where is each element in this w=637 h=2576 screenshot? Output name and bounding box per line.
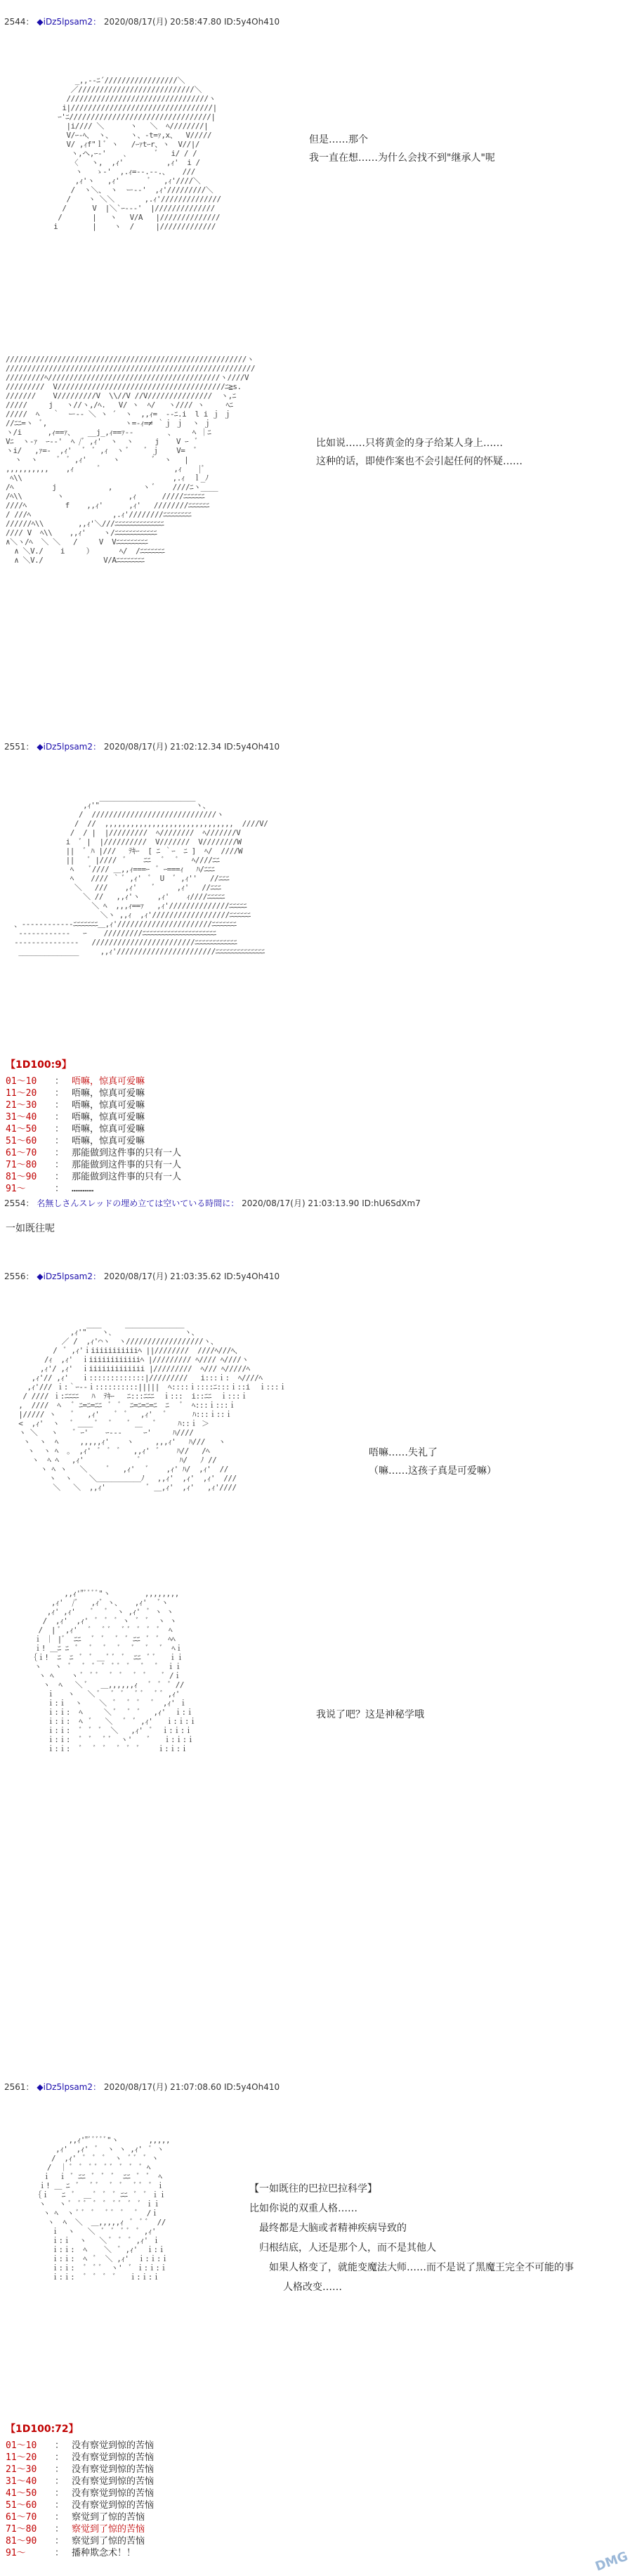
dice-range: 21～30 [6,1100,37,1111]
dice-outcome: ………… [72,1184,94,1194]
dice-separator: ： [55,2524,65,2535]
post-date: 2020/08/17(月) 21:03:35.62 ID:5y4Oh410 [103,1271,280,1281]
dice-separator: ： [55,2512,65,2523]
dice-row [6,1111,181,1123]
dice-row [6,2535,154,2547]
dice-separator: ： [55,2536,65,2546]
dice-separator: ： [55,2440,65,2451]
dialogue-line: 归根结底，人还是那个人，而不是其他人 [259,2242,436,2254]
dice-outcome: 没有察觉到惊的苦恼 [72,2476,155,2487]
dice-range: 31～40 [6,2476,37,2487]
dice-range: 51～60 [6,1136,37,1146]
poster-name[interactable]: ◆iDz5lpsam2： [37,2082,101,2092]
dice-row [6,2440,154,2452]
dialogue-line: 这种的话，即使作案也不会引起任何的怀疑…… [316,456,523,467]
dialogue-line: 【一如既往的巴拉巴拉科学】 [249,2183,377,2195]
dice-row [6,1183,181,1195]
dialogue-line: 比如说……只将黄金的身子给某人身上…… [316,438,503,449]
dice-result-title: 【1D100:72】 [6,2424,79,2435]
post-body: 一如既往呢 [6,1223,55,1234]
post-header [0,1197,637,1209]
dice-range: 91～ [6,1184,26,1194]
dice-row [6,1135,181,1147]
dice-separator: ： [55,2500,65,2511]
dice-outcome: 唔嘛，惊真可爱嘛 [72,1100,145,1111]
dialogue-line: 我一直在想……为什么会找不到"继承人"呢 [309,152,495,164]
dice-outcome: 唔嘛，惊真可爱嘛 [72,1112,145,1123]
dice-outcome: 没有察觉到惊的苦恼 [72,2452,155,2463]
post-number: 2551： [4,742,34,752]
dialogue-line: （嘛……这孩子真是可爱嘛） [369,1465,497,1477]
ascii-art-figure: _,,-‐ﾆ´/////////////////＼ ／///////////////////////////＼ /////////////////////////////////ヽ i|/////////////////////////////////| ｰ'ﾆ/////////////////////////////////| |i//// ＼ ヽ ＼ ﾍ////////| V/ｰ-ﾍ、 ヽ、 ヽ、-t=ｧ,x、 V///// V/ ,ｨf"ｌﾞ ヽ /ｰｧtｰr、ヽ V//|/ ヽ,ヘ,ｰ-' ､ ﾞ i/ / / 〈 ヽ, ,ｨ' ,ｨ' i / ヽ ゝ-' ,.ｨ=-‐.‐-.、 /// ,ｨ'ヽ ,ｨ' ﾞ ,ｨ'////＼ / ヽ＼、 ヽ ー-‐' ,ｨ'/////////＼ / ヽ ＼＼ ,.ｨ'////////////// / V |＼`ｰ--‐' |////////////// / | ヽ V/A |////////////// i | ヽ / |///////////// [53,76,221,231]
dialogue-line: 比如你说的双重人格…… [249,2203,357,2214]
dice-outcome: 没有察觉到惊的苦恼 [72,2440,155,2451]
dice-separator: ： [55,1076,65,1087]
dice-row [6,2499,154,2511]
dice-row [6,1087,181,1099]
post-header [0,740,637,752]
dice-row [6,1123,181,1135]
dice-range: 51～60 [6,2500,37,2511]
dice-range: 11～20 [6,2452,37,2463]
dice-separator: ： [55,1172,65,1182]
post-date: 2020/08/17(月) 20:58:47.80 ID:5y4Oh410 [103,17,280,27]
post-date: 2020/08/17(月) 21:03:13.90 ID:hU6SdXm7 [242,1198,421,1208]
dice-outcome: 唔嘛，惊真可爱嘛 [72,1076,145,1087]
post-number: 2556： [4,1271,34,1281]
post-header [0,2081,637,2093]
dice-row [6,1099,181,1111]
dialogue [316,1706,424,1724]
dice-row [6,2511,154,2523]
dice-separator: ： [55,1136,65,1146]
dice-outcome: 播种欺念术！！ [72,2548,136,2558]
dice-range: 61～70 [6,1148,37,1158]
dice-separator: ： [55,2488,65,2499]
dice-separator: ： [55,1124,65,1135]
dice-roll-table [6,2424,154,2559]
dialogue-line: 唔嘛……失礼了 [369,1447,438,1458]
dialogue [309,131,495,167]
dice-row [6,1171,181,1183]
poster-name[interactable]: ◆iDz5lpsam2： [37,1271,101,1281]
dice-outcome: 察觉到了惊的苦恼 [72,2536,145,2546]
dice-row [6,2452,154,2464]
dice-row [6,2523,154,2535]
dice-outcome: 察觉到了惊的苦恼 [72,2512,145,2523]
dice-range: 01～10 [6,1076,37,1087]
dice-row [6,2464,154,2476]
dialogue-line: 人格改变…… [283,2282,342,2293]
ascii-art-figure: ,,ｨ'"ﾞﾞﾞﾞ"ヽ ,,,,,,,, ,ｨ' /ﾞ ,ｨﾞ ヽ、 ,ｨ' ﾞヽ ,ｨ' ,ｨ' ﾞ ﾞ ヽ ,ｨ' ﾞ ヽ ヽ / ,ｨ' ,ｨ' ﾞ ﾞ ﾞ ヽ ﾞ ﾞ ヽ ヽ / | ﾞ ,ｨ' ﾞ ﾞ ﾞ ﾞ ﾞ ﾞ ﾞ ﾞ ﾍ ｉ ｜ |ﾞ ﾆﾆ ﾞ ﾞ ﾞ ﾞ ﾆﾆ ﾞ ﾞ ﾍﾍ ｉ! ＿ﾆ ﾆ ﾞ ﾞ ﾞ ﾞ ﾞ ﾞ ﾞ ﾍｉ ｛ｉ! ﾆ ﾆ ﾞ ﾞ ＿ ﾞ ﾞ ﾞ ﾆﾆ ﾞ ﾞ ｉｉ ヽ ヽ ﾞ ﾞ ﾞ ﾞ ﾞ ﾞ ﾞ ﾞ ﾞ ｉｉ ヽ ﾍ ヽ ﾞ ﾞ ﾞ ﾞ ﾞ ﾞ ﾞ ﾞ /ｉ ヽ ﾍ ＼ ﾞ ＿,,,,,,ｨ ﾞ ﾞ ﾞ // ｉ ヽ ＼ ﾞ ﾞ ﾞ ﾞ ﾞ ﾞ ﾞ ,ｨ' ｉ:ｉ ヽ ＼ ﾞ ﾞ ﾞ ﾞ ,ｨ' ｉ ｉ:ｉ: ﾍ ＼ ﾞ ﾞ ﾞ ,ｨ' ｉ:ｉ ｉ:ｉ: ﾍ ﾞ ＼ ﾞ ﾞ ,ｨ' ｉ:ｉ:ｉ ｉ:ｉ: ﾞ ﾞ ﾞ ＼ ,ｨ' ﾞ ｉ:ｉ:ｉ ｉ:ｉ: ﾞ ﾞ ﾞ ﾞ ヽ' ﾞ ｉ:ｉ:ｉ ｉ:ｉ: ﾞ ﾞ ﾞ ﾞ ﾞ ﾞ ｉ:ｉ:ｉ [29,1589,197,1753]
dice-separator: ： [55,1112,65,1123]
dice-rows [6,2440,154,2559]
dice-outcome: 没有察觉到惊的苦恼 [72,2464,155,2475]
dice-separator: ： [55,1184,65,1194]
dice-separator: ： [55,1160,65,1170]
dice-rows [6,1075,181,1195]
dice-outcome: 唔嘛，惊真可爱嘛 [72,1124,145,1135]
dice-range: 71～80 [6,1160,37,1170]
dice-separator: ： [55,2476,65,2487]
dice-separator: ： [55,2548,65,2558]
dice-row [6,1159,181,1171]
dice-row [6,2547,154,2559]
dice-range: 81～90 [6,1172,37,1182]
dice-range: 31～40 [6,1112,37,1123]
dice-range: 91～ [6,2548,26,2558]
dice-separator: ： [55,1088,65,1099]
dice-range: 41～50 [6,1124,37,1135]
dice-separator: ： [55,1100,65,1111]
ascii-art-figure: ,ｨ'"￣￣ヽ､ ￣￣￣￣￣￣￣￣ヽ、 ／ / ,ｨ'⌒ヽ ヽ//////////////////ヽ、 / ﾞ ,ｨ'ｉiiiiiiiiiiiﾍ ||//////// ////ﾍ///ﾍ、 /ｨ ,ｨ' ｉiiiiiiiiiiiiﾍ |///////// ﾍ//// ﾍ////ヽ ,ｨ'/ ,ｨ' ｉiiiiiiiiiiiii |///////// ﾍ/// ﾍ/////ﾍ ,ｨ'// ,ｨ' ｉ:::::::::::::|///////// i:::ｉ: ﾍ////ﾍ ,ｨ'/// ｉ:｀ｰ--ｉ::::::::::||||| ﾍ::::ｉ::::ﾆ:::ｉ::i ｉ:::ｉ / //// ｉ:ﾆﾆﾆﾆ ﾊ ﾃｷｰ ﾆ:::ﾆﾆﾆ ｉ::: i::ﾆﾆ ｉ:::ｉ , //// ﾍ ﾞ ﾆ=ﾆ=ﾆﾆ ﾞ ﾞ ﾆ=ﾆ=ﾆ=ﾆ ﾆ ﾞ ﾍ:::ｉ:::ｉ |///// ヽ ﾞ ,ｨ' ﾞ ﾞ ,ｨ' ﾞ ﾊ:::ｉ::ｉ < ,ｨ' ヽ ﾞ ＿＿ ﾞ ﾞ ﾞ ＿ ﾞ ﾊ::ｉ ＞ ヽ ＼ ヽ ﾞ ｰ' ｰ--‐ ｰ' ﾊ//// ヽ ヽ ﾍ ,,,,,ｨ' ヽ ,,,ｨ' ﾊ/// ヽ ヽ ヽ ﾍ ｡ ,ｨ' ﾞ ﾞ ﾞ ,,ｨ' ﾞ ﾊ// /ﾍ ヽ ﾍ ﾍ ,ｨ' ﾞ ﾊ/ ﾉ // ヽ ﾍ ヽ ＼ ﾞ ,ｨ' ﾞ ,ｨ' ﾊ/ ,ｨ' // ヽ ヽ ＼＿＿＿＿＿＿ﾉ ,,ｨ' ,ｨ' ,ｨ' /// ＼ ＼ ,,ｨ' ﾞ ＿,ｨ' ,ｨ' ,ｨ'//// [18,1328,287,1492]
dice-outcome: 那能做到这件事的只有一人 [72,1148,182,1158]
ascii-art-figure: ,ｨ'"￣￣￣￣￣￣￣￣￣￣￣￣￣ヽ、 / /////////////////////////////ヽ / // ,,,,,,,,,,,,,,,,,,,,,,,,,,,,,, ////V/ / / | |///////// ﾍ//////// ﾍ///////V i ﾞ | |////////// V/////// V////////W || ﾞ ﾊ |/// ﾃｷｰ [ ﾆ ｀ｰ ﾆ ] ﾍ/ ////W || ﾞ |//// ﾞ ﾆﾆ ﾞ ﾞ ﾍ////ﾆﾆ ﾍ ﾞ//// ＿,,ｨ===ｰ ﾞ ｰ===ｨ ﾊ/ﾆﾆﾆ ﾍ //// ｀ ﾞ ,ｨ' ﾞ U ﾞ ,ｨ'' //ﾆﾆﾆ ＼ /// ,ｨ' ﾞ ,ｨ' //ﾆﾆﾆ ＼ // ,,ｨ'ヽ ,ｨ' ｨ////ﾆﾆﾆﾆﾆ ＼ ﾍ ,,,ｨ==ｧ ,ｨ'//////////////ﾆﾆﾆﾆﾆ ＼ヽ ,,ｨ ,ｨ'//////////////////ﾆﾆﾆﾆﾆﾆ 、‐‐‐‐‐‐‐‐‐‐‐‐ﾆﾆﾆﾆﾆﾆﾆ＿,ｨ'//////////////////////ﾆﾆﾆﾆﾆﾆﾆ ‐‐‐‐‐‐‐‐‐‐‐‐ ｰ /////////ﾆﾆﾆﾆﾆﾆﾆﾆﾆﾆﾆﾆﾆﾆﾆﾆﾆﾆﾆﾆﾆ ‐‐‐‐‐‐‐‐‐‐‐‐‐‐‐ ////////////////////////ﾆﾆﾆﾆﾆﾆﾆﾆﾆﾆﾆﾆ ______________ ,,ｨ'///////////////////////ﾆﾆﾆﾆﾆﾆﾆﾆﾆﾆﾆﾆﾆﾆ [14,801,268,956]
dice-outcome: 没有察觉到惊的苦恼 [72,2500,155,2511]
dice-range: 11～20 [6,1088,37,1099]
post-date: 2020/08/17(月) 21:07:08.60 ID:5y4Oh410 [103,2082,280,2092]
dialogue [316,434,523,471]
dice-range: 41～50 [6,2488,37,2499]
dice-row [6,1147,181,1159]
dice-row [6,2487,154,2499]
ascii-art-figure: ,,ｨ'"ﾞﾞﾞﾞﾞ"ヽ ,,,,, ,ｨ' ,ｨ' ﾞ ヽ ヽ ,ｨ' ﾞ ヽ / ,ｨ' ﾞ ﾞ ﾞ ヽ ﾞ ﾞ ﾞ ヽ / ｜ ﾞ ﾞ ﾞ ﾞ ﾞ ﾞ ﾞ ﾞ ﾞ ﾍ ｉ ｉ ﾞ ﾆﾆ ﾞ ﾞ ﾞ ﾆﾆ ﾞ ﾞ ﾍ ｉ! ＿ ﾆ ﾞ ﾞ ﾞ ﾞ ﾞ ﾞ ﾞ ﾞ ｉ ｛ｉ ﾆ ﾞ ＿ ﾞ ﾞ ﾞ ﾆﾆ ﾞ ﾞ ｉｉ ヽ ヽ ﾞ ﾞ ﾞ ﾞ ﾞ ﾞ ﾞ ﾞ ﾞ ｉｉ ヽ ﾍ ヽ ﾞ ﾞ ﾞ ﾞ ﾞ ﾞ ﾞ /ｉ ヽ ﾍ ＼ ＿,,,,,ｨ ﾞ ﾞ ﾞ // ｉ ヽ ＼ ﾞ ﾞ ﾞ ﾞ ﾞ ,ｨ' ｉ:ｉ ヽ ＼ ﾞ ﾞ ﾞ ,ｨ' ｉ ｉ:ｉ: ﾍ ＼ ﾞ ,ｨ' ｉ:ｉ ｉ:ｉ: ﾍ ﾞ ＼ ,ｨ' ｉ:ｉ:ｉ ｉ:ｉ: ﾞ ﾞ ﾞ ヽ' ﾞ ｉ:ｉ:ｉ ｉ:ｉ: ﾞ ﾞ ﾞ ﾞ ｉ:ｉ:ｉ [34,2136,171,2282]
poster-name[interactable]: ◆iDz5lpsam2： [37,17,101,27]
dialogue-line: 我说了吧？这是神秘学哦 [316,1709,424,1720]
dice-range: 01～10 [6,2440,37,2451]
ascii-art-figure: ////////////////////////////////////////////////////////ヽ ////////////////////////////////////////////////////////// /////////ﾍ////////////////////////////////////////ヽ////V ///////// V///////////////////////////////////////ﾆ≧s. /////// V/////////V \\//V //V/////////////// ヽ,ﾆ ///// j ヽ//ヽ,/ﾍ. V/ ヽ ﾍ/ ヽ//// ヽ ﾍﾆ ///// ﾍ ｀ ー-‐ ＼ ヽ ´ ヽ ,,ｨ= -‐ﾆ.i l i ｊ ｊ //ﾆﾆ=ヽ ﾞ, ヽ=-ｨ=≠ ｀ｊ ｊ ヽ ｊ ヽ/i ,ｨ==ｧ、 __j_,ｨ==ｧ‐‐ 、 ﾍ ｜ﾆ Vﾆ ヽ-ｧ ｰ--' ﾍ /ﾞ ,ｨ' ヽ ヽ j V ｰ ﾞ ヽi/ ,ｧ=- ,ｨ' ﾞ ﾞ ,ｨ ヽ ﾞ ﾞ ｊ V= ﾞ ヽ ヽ ﾞ ﾞ ,ｨ' ヽ ﾞ ヽ | ,,,,,,,,,, ,ｨ ﾞ ,ｨ |ﾞ ﾍ\\ ,.ｨ ｌ_ﾉ /ﾍ j , ヽ ﾞ ////ﾆヽ____ /ﾍ\\ ヽ ,ｨ /////ﾆﾆﾆﾆﾆﾆ ////ﾍ f ,,ｨ' ,ｨ' ////////ﾆﾆﾆﾆﾆﾆ / ///ﾍ ,.ｨ'////////ﾆﾆﾆﾆﾆﾆﾆﾆ //////ﾍ\\ ,,ｨ'＼///ﾆﾆﾆﾆﾆﾆﾆﾆﾆﾆﾆﾆﾆﾆ //// V ﾍ\\ ,,ｨ' ヽ/ﾆﾆﾆﾆﾆﾆﾆﾆﾆﾆﾆﾆ ∧＼ヽ/ﾍ ＼ ＼ / V Vﾆﾆﾆﾆﾆﾆﾆﾆﾆ ∧ ＼V./ i ） ﾍ/ /ﾆﾆﾆﾆﾆﾆﾆ ∧ ＼V./ V/Aﾆﾆﾆﾆﾆﾆﾆﾆ [6,355,256,565]
post-number: 2544： [4,17,34,27]
post-number: 2554： [4,1198,34,1208]
dialogue-line: 最终都是大脑或者精神疾病导致的 [259,2223,407,2234]
dice-outcome: 唔嘛，惊真可爱嘛 [72,1136,145,1146]
dice-range: 81～90 [6,2536,37,2546]
dice-outcome: 那能做到这件事的只有一人 [72,1172,182,1182]
post-header [0,1270,637,1282]
dialogue [249,2179,574,2297]
post-header [0,15,637,27]
dice-roll-table [6,1059,181,1195]
dice-separator: ： [55,1148,65,1158]
dice-result-title: 【1D100:9】 [6,1059,72,1071]
dice-row [6,2476,154,2487]
dice-range: 71～80 [6,2524,37,2535]
dialogue-line: 但是……那个 [309,134,368,145]
dice-separator: ： [55,2464,65,2475]
site-watermark-logo: DMG [593,2549,631,2575]
poster-name[interactable]: 名無しさんスレッドの埋め立ては空いている時間に： [37,1198,239,1208]
dice-separator: ： [55,2452,65,2463]
dice-outcome: 那能做到这件事的只有一人 [72,1160,182,1170]
dice-row [6,1075,181,1087]
dice-outcome: 没有察觉到惊的苦恼 [72,2488,155,2499]
poster-name[interactable]: ◆iDz5lpsam2： [37,742,101,752]
dice-range: 61～70 [6,2512,37,2523]
dialogue-line: 如果人格变了，就能变魔法大师……而不是说了黑魔王完全不可能的事 [269,2262,574,2273]
post-date: 2020/08/17(月) 21:02:12.34 ID:5y4Oh410 [103,742,280,752]
post-number: 2561： [4,2082,34,2092]
dice-outcome: 察觉到了惊的苦恼 [72,2524,145,2535]
dice-range: 21～30 [6,2464,37,2475]
dialogue [369,1444,497,1480]
dice-outcome: 唔嘛，惊真可爱嘛 [72,1088,145,1099]
